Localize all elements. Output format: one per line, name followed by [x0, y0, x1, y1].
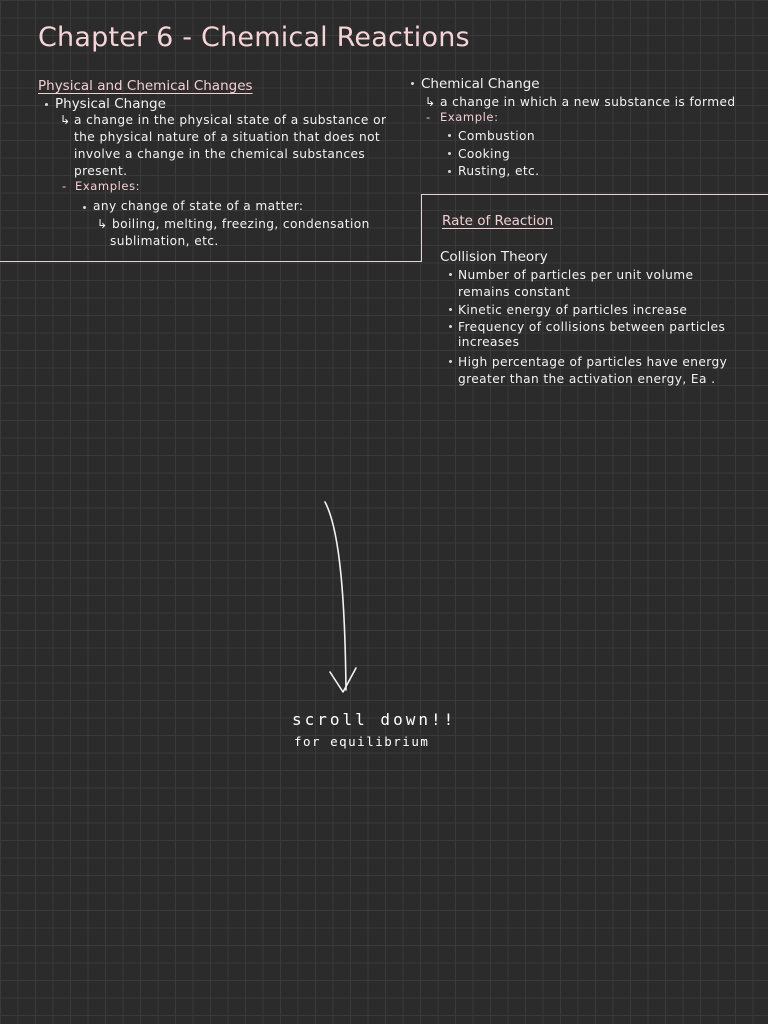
collision-point-1-line-1: Number of particles per unit volume [458, 268, 694, 282]
collision-point-2: Kinetic energy of particles increase [458, 303, 688, 317]
collision-point-1-line-2: remains constant [458, 285, 571, 299]
page-title: Chapter 6 - Chemical Reactions [38, 22, 470, 53]
collision-point-4-line-1: High percentage of particles have energy [458, 355, 728, 369]
example-label: Example: [440, 110, 499, 124]
physical-definition-line-4: present. [74, 164, 128, 178]
physical-definition-line-3: involve a change in the chemical substances [74, 147, 366, 161]
example-rusting: Rusting, etc. [458, 164, 540, 178]
section-heading-physical-chemical: Physical and Chemical Changes [38, 78, 253, 94]
example-state-change: any change of state of a matter: [93, 199, 304, 213]
chemical-definition: a change in which a new substance is formed [440, 95, 736, 109]
definition-arrow-icon: ↳ [60, 113, 71, 127]
collision-point-3-line-1: Frequency of collisions between particles [458, 320, 726, 334]
example-dash: - [426, 110, 431, 124]
state-change-list-line-1: boiling, melting, freezing, condensation [112, 217, 370, 231]
example-cooking: Cooking [458, 147, 511, 161]
example-combustion: Combustion [458, 129, 535, 143]
collision-point-4-line-2: greater than the activation energy, Ea . [458, 372, 716, 386]
scroll-note-line-1: scroll down!! [292, 710, 457, 729]
physical-definition-line-2: the physical nature of a situation that does not [74, 130, 381, 144]
collision-point-3-line-2: increases [458, 335, 520, 349]
definition-arrow-icon: ↳ [425, 95, 436, 109]
examples-dash: - [62, 179, 67, 193]
state-change-list-line-2: sublimation, etc. [110, 234, 219, 248]
sub-arrow-icon: ↳ [97, 217, 108, 231]
collision-theory-heading: Collision Theory [440, 249, 548, 265]
physical-change-label: Physical Change [55, 96, 166, 112]
physical-definition-line-1: a change in the physical state of a substance or [74, 113, 387, 127]
rate-of-reaction-heading: Rate of Reaction [442, 213, 554, 229]
scroll-note-line-2: for equilibrium [294, 734, 430, 749]
chemical-change-label: Chemical Change [421, 76, 540, 92]
examples-label: Examples: [75, 179, 141, 193]
